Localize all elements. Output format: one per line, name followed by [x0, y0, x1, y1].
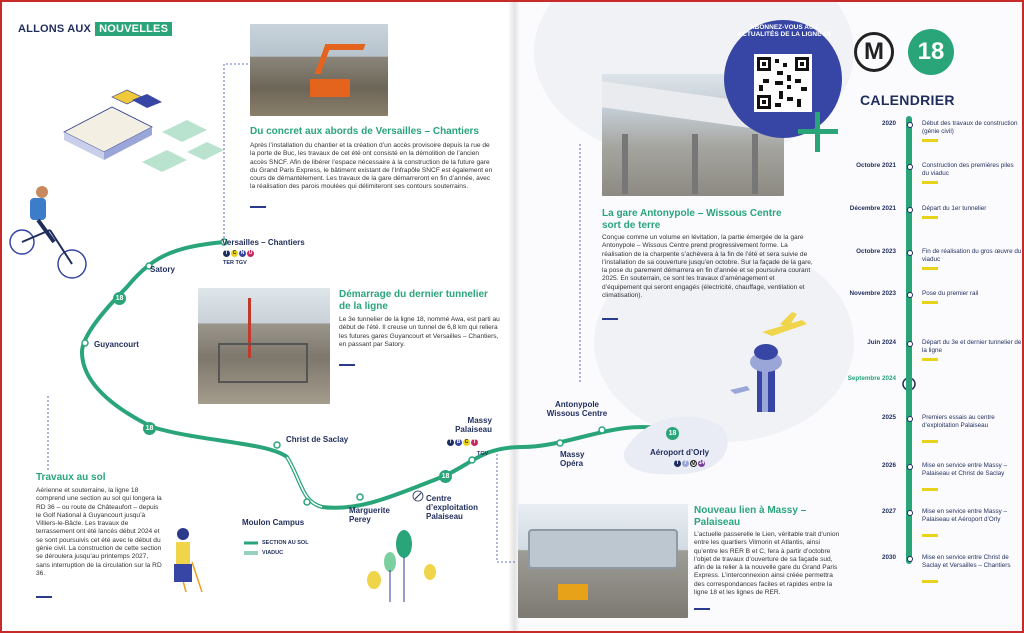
timeline-dot — [907, 207, 913, 213]
calendar-bar — [922, 358, 938, 361]
timeline-dot — [907, 510, 913, 516]
calendar-date: Juin 2024 — [867, 339, 896, 346]
station-label-massy-palaiseau: Massy Palaiseau — [455, 416, 492, 434]
calendar-item — [842, 120, 1024, 150]
calendar-bar — [922, 488, 938, 491]
station-dot-massy-palaiseau — [469, 457, 475, 463]
orly-connections: T 7 M 14 — [675, 460, 705, 467]
article-rule — [250, 206, 266, 208]
calendar-text: Mise en service entre Christ de Saclay et Versailles – Chantiers — [922, 554, 1011, 569]
timeline-dot — [907, 556, 913, 562]
surveyor-illustration — [174, 528, 202, 592]
station-label-satory: Satory — [150, 265, 175, 274]
massy-trains: TGV — [477, 451, 489, 457]
timeline-dot — [907, 250, 913, 256]
calendar-item-current — [842, 375, 1024, 405]
legend-viaduct: VIADUC — [262, 550, 284, 556]
calendar-bar — [922, 267, 938, 270]
calendar-item — [842, 339, 1024, 369]
article-rule — [339, 364, 355, 366]
timeline-dot — [907, 341, 913, 347]
cyclist-illustration — [10, 186, 86, 278]
calendar-date: 2030 — [881, 554, 896, 561]
article-rule — [602, 318, 618, 320]
calendar-bar — [922, 580, 938, 583]
article-body-travaux-sol: Aérienne et souterraine, la ligne 18 comprend une section au sol qui longera la RD 36 – ou route de Châteaufort – depuis le Golf National à Guyancourt jusqu’à Villiers-le-Bâcle. Les travaux de terrassement ont été lancés début 2024 et se sont poursuivis cet été avec le début du génie civil. La construction de cette section se déroulera jusqu’au printemps 2027, sans interruption de la circulation sur la RD 36. — [36, 487, 162, 577]
station-label-massy-opera: Massy Opéra — [560, 450, 585, 468]
article-title-versailles: Du concret aux abords de Versailles – Chantiers — [250, 126, 479, 137]
timeline-dot — [907, 416, 913, 422]
station-label-moulon: Moulon Campus — [242, 518, 305, 527]
station-dot-massy-opera — [557, 440, 563, 446]
calendar-item — [842, 554, 1024, 584]
calendar-date: Octobre 2023 — [856, 248, 896, 255]
metro-logo: M — [854, 32, 894, 72]
calendar-text: Début des travaux de construction (génie civil) — [922, 120, 1018, 135]
station-dot-guyancourt — [82, 340, 88, 346]
station-label-centre: Centre d’exploitation Palaiseau — [426, 494, 478, 521]
article-body-massy: L’actuelle passerelle le Lien, véritable trait d’union entre les quartiers Vilmorin et Atlantis, ainsi qu’entre les RER B et C, fera à partir d’octobre l’objet de travaux d’ouverture de sa façade sud, afin de la relier à la nouvelle gare du Grand Paris Express. L’interconnexion ainsi créée permettra des correspondances faciles et rapides entre la ligne 18 et les lignes de RER. — [694, 531, 840, 597]
calendar-date: Novembre 2023 — [849, 290, 896, 297]
calendar-date: 2026 — [881, 462, 896, 469]
station-dot-moulon — [304, 499, 310, 505]
qr-subscribe-text: ABONNEZ-VOUS AUX ACTUALITÉS DE LA LIGNE 18 — [737, 24, 831, 38]
article-rule — [36, 596, 52, 598]
station-label-christ: Christ de Saclay — [286, 435, 349, 444]
article-rule — [694, 608, 710, 610]
leader-line — [224, 64, 250, 242]
calendar-date-current: Septembre 2024 — [847, 375, 896, 382]
calendar-item — [842, 290, 1024, 320]
calendar-bar — [922, 216, 938, 219]
calendar-date: 2025 — [881, 414, 896, 421]
versailles-trains: TER TGV — [223, 260, 247, 266]
versailles-buildings-illustration — [64, 90, 224, 172]
article-title-travaux-sol: Travaux au sol — [36, 472, 106, 483]
calendar-text: Mise en service entre Massy – Palaiseau et Aéroport d’Orly — [922, 508, 1008, 523]
article-title-massy: Nouveau lien à Massy – Palaiseau — [694, 505, 807, 528]
calendar-item — [842, 248, 1024, 278]
calendar-title: CALENDRIER — [860, 92, 955, 108]
calendar-text: Départ du 1er tunnelier — [922, 205, 987, 212]
airport-tower-illustration — [750, 344, 782, 412]
calendar-text: Départ du 3e et dernier tunnelier de la ligne — [922, 339, 1022, 354]
station-label-orly: Aéroport d’Orly — [650, 448, 710, 457]
calendar-date: Octobre 2021 — [856, 162, 896, 169]
article-body-versailles: Après l’installation du chantier et la création d’un accès provisoire depuis la rue de la porte de Buc, les travaux de cet été ont consisté en la démolition de l’ancien accès SNCF. Afin de libérer l’espace nécessaire à la construction de la future gare du Grand Paris Express, le bâtiment existant de l’Infrapôle SNCF est également en cours de démantèlement. Les travaux de la gare démarreront en fin d’année, avec la réalisation des parois moulées qui délimiteront ses contours souterrains. — [250, 142, 493, 191]
calendar-date: 2020 — [881, 120, 896, 127]
line-18-chip: 18 — [143, 422, 156, 435]
calendar-item — [842, 508, 1024, 538]
plus-icon — [798, 112, 838, 152]
article-body-tunnel: Le 3e tunnelier de la ligne 18, nommé Awa, est parti au début de l’été. Il creuse un tunnel de 6,8 km qui reliera les futures gares Guyancourt et Versailles – Chantiers, en passant par Satory. — [339, 316, 500, 348]
line-18-chip: 18 — [113, 292, 126, 305]
header-highlight: NOUVELLES — [95, 22, 172, 36]
massy-footbridge-photo — [518, 504, 688, 618]
calendar-item — [842, 162, 1024, 192]
calendar-bar — [922, 181, 938, 184]
header-prefix: ALLONS AUX — [18, 23, 92, 35]
calendar-bar — [922, 440, 938, 443]
qr-code[interactable] — [754, 54, 812, 112]
timeline-dot — [907, 122, 913, 128]
line-18-logo: 18 — [908, 29, 954, 75]
legend-ground: SECTION AU SOL — [262, 540, 309, 546]
calendar-text: Mise en service entre Massy – Palaiseau et Christ de Saclay — [922, 462, 1008, 477]
calendar-text: Premiers essais au centre d’exploitation Palaiseau — [922, 414, 995, 429]
station-label-antonypole: Antonypole Wissous Centre — [546, 400, 608, 418]
timeline-dot — [907, 164, 913, 170]
calendar-bar — [922, 301, 938, 304]
calendar-date: 2027 — [881, 508, 896, 515]
calendar-bar — [922, 534, 938, 537]
station-dot-marguerite — [357, 494, 363, 500]
article-title-tunnel: Démarrage du dernier tunnelier de la ligne — [339, 289, 488, 312]
station-dot-christ — [274, 442, 280, 448]
calendar-item — [842, 462, 1024, 492]
versailles-worksite-photo — [250, 24, 388, 116]
calendar-date: Décembre 2021 — [849, 205, 896, 212]
calendar-text: Construction des premières piles du viaduc — [922, 162, 1014, 177]
line-18-chip: 18 — [666, 427, 679, 440]
timeline-dot — [907, 292, 913, 298]
leader-line — [497, 454, 517, 562]
calendar-bar — [922, 139, 938, 142]
massy-connections: T B C T — [448, 439, 477, 445]
calendar-item — [842, 205, 1024, 235]
station-label-marguerite: Marguerite Perey — [349, 506, 390, 524]
station-label-guyancourt: Guyancourt — [94, 340, 139, 349]
tunnel-worksite-photo — [198, 288, 330, 404]
trees-illustration — [367, 530, 436, 602]
timeline-dot — [907, 464, 913, 470]
station-label-versailles: Versailles – Chantiers — [222, 238, 305, 247]
line-18-chip: 18 — [439, 470, 452, 483]
calendar-item — [842, 414, 1024, 444]
article-title-antonypole: La gare Antonypole – Wissous Centre sort de terre — [602, 208, 782, 231]
wrench-icon — [413, 491, 423, 501]
calendar-text: Pose du premier rail — [922, 290, 979, 297]
qr-code-icon — [757, 57, 809, 109]
station-dot-antonypole — [599, 427, 605, 433]
article-body-antonypole: Conçue comme un volume en lévitation, la partie émergée de la gare Antonypole – Wissous Centre prend progressivement forme. La réalisation de la charpente s’achèvera à la fin de l’été et sera suivie de l’installation de sa couverture jusqu’en octobre. Sur la façade de la gare, la pose du parement démarrera en fin d’année et se poursuivra courant 2025. En souterrain, ce sont les travaux d’aménagement et d’équipement qui seront engagés (électricité, chauffage, ventilation et climatisation). — [602, 234, 813, 300]
calendar-text: Fin de réalisation du gros œuvre du viaduc — [922, 248, 1022, 263]
versailles-connections: T C N U — [224, 250, 253, 256]
